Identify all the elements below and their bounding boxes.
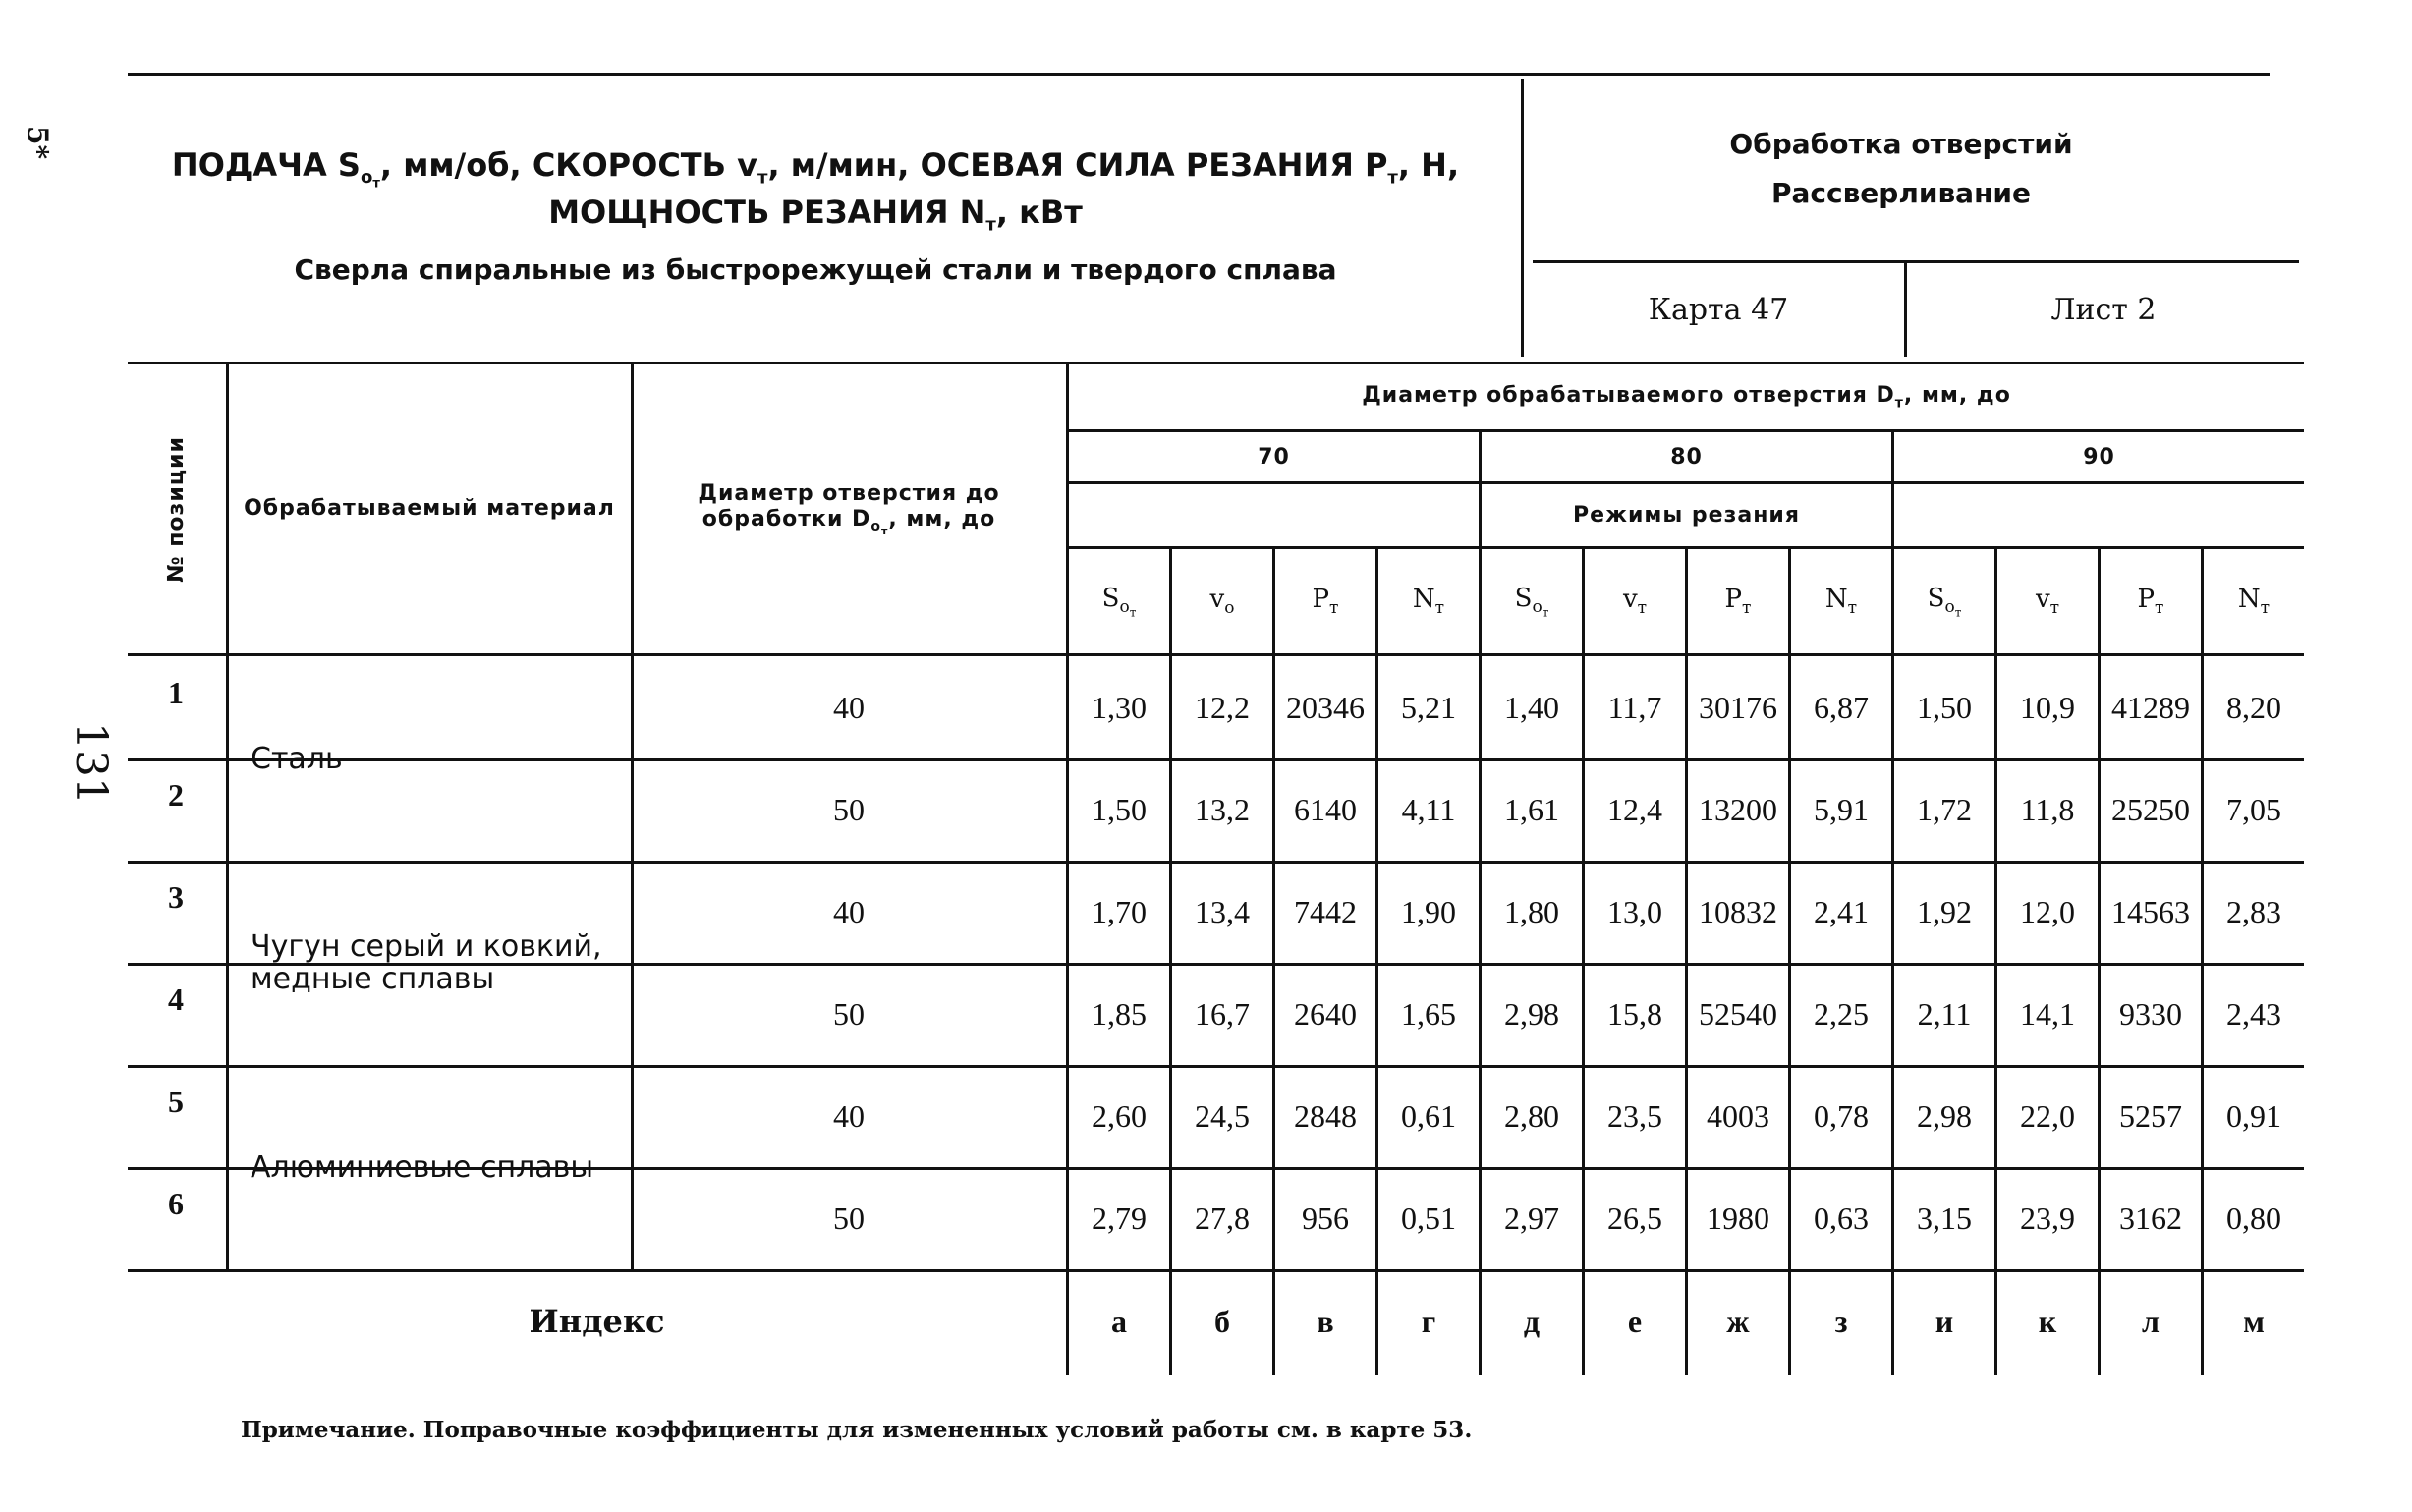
value-cell: 4003 bbox=[1707, 1097, 1769, 1134]
index-letter: б bbox=[1214, 1303, 1230, 1339]
index-letter: м bbox=[2243, 1303, 2265, 1339]
value-cell: 52540 bbox=[1699, 995, 1777, 1032]
footnote: Примечание. Поправочные коэффициенты для измененных условий работы см. в карте 53. bbox=[241, 1417, 1473, 1443]
value-cell: 1,50 bbox=[1092, 791, 1147, 827]
value-cell: 2,43 bbox=[2226, 995, 2281, 1032]
param-header: $v_т$ bbox=[1622, 584, 1648, 619]
value-cell: 13,0 bbox=[1607, 893, 1662, 929]
value-cell: 1,90 bbox=[1401, 893, 1456, 929]
param-header: $v_о$ bbox=[1209, 584, 1235, 619]
value-cell: 4,11 bbox=[1401, 791, 1456, 827]
param-header: $N_т$ bbox=[2237, 584, 2271, 619]
sheet-number: Лист 2 bbox=[2050, 292, 2157, 327]
position-cell: 3 bbox=[168, 878, 184, 915]
span-header: Диаметр обрабатываемого отверстия $D_т$, мм, до bbox=[1362, 382, 2011, 412]
param-header: $S_{о_т}$ bbox=[1101, 583, 1137, 620]
value-cell: 1980 bbox=[1707, 1200, 1769, 1236]
index-letter: л bbox=[2142, 1303, 2160, 1339]
initial-diameter-cell: 50 bbox=[833, 995, 865, 1032]
value-cell: 41289 bbox=[2111, 689, 2190, 725]
value-cell: 9330 bbox=[2119, 995, 2182, 1032]
value-cell: 0,51 bbox=[1401, 1200, 1456, 1236]
value-cell: 20346 bbox=[1286, 689, 1365, 725]
value-cell: 2,41 bbox=[1814, 893, 1869, 929]
value-cell: 13,2 bbox=[1195, 791, 1250, 827]
position-cell: 6 bbox=[168, 1185, 184, 1221]
value-cell: 25250 bbox=[2111, 791, 2190, 827]
value-cell: 22,0 bbox=[2020, 1097, 2075, 1134]
param-header: $v_т$ bbox=[2035, 584, 2060, 619]
value-cell: 11,8 bbox=[2020, 791, 2075, 827]
value-cell: 2,80 bbox=[1504, 1097, 1559, 1134]
position-cell: 5 bbox=[168, 1083, 184, 1119]
material-cell: Алюминиевые сплавы bbox=[251, 1149, 594, 1185]
initial-diameter-cell: 40 bbox=[833, 893, 865, 929]
index-letter: а bbox=[1111, 1303, 1127, 1339]
initial-diameter-cell: 50 bbox=[833, 791, 865, 827]
value-cell: 7442 bbox=[1294, 893, 1357, 929]
value-cell: 1,85 bbox=[1092, 995, 1147, 1032]
value-cell: 14563 bbox=[2111, 893, 2190, 929]
value-cell: 0,63 bbox=[1814, 1200, 1869, 1236]
value-cell: 2,79 bbox=[1092, 1200, 1147, 1236]
param-header: $P_т$ bbox=[1312, 584, 1339, 619]
card-number: Карта 47 bbox=[1648, 292, 1789, 327]
index-letter: к bbox=[2038, 1303, 2057, 1339]
position-cell: 1 bbox=[168, 674, 184, 710]
value-cell: 6140 bbox=[1294, 791, 1357, 827]
value-cell: 2,25 bbox=[1814, 995, 1869, 1032]
value-cell: 0,61 bbox=[1401, 1097, 1456, 1134]
value-cell: 7,05 bbox=[2226, 791, 2281, 827]
value-cell: 956 bbox=[1302, 1200, 1349, 1236]
index-letter: е bbox=[1627, 1303, 1643, 1339]
param-header: $P_т$ bbox=[2137, 584, 2164, 619]
position-cell: 2 bbox=[168, 776, 184, 812]
value-cell: 2,98 bbox=[1504, 995, 1559, 1032]
value-cell: 14,1 bbox=[2020, 995, 2075, 1032]
value-cell: 3162 bbox=[2119, 1200, 2182, 1236]
page-number: 131 bbox=[66, 722, 116, 805]
table-top-rule bbox=[128, 362, 2304, 364]
value-cell: 10832 bbox=[1699, 893, 1777, 929]
value-cell: 6,87 bbox=[1814, 689, 1869, 725]
index-letter: и bbox=[1935, 1303, 1954, 1339]
col-header-diameter: Диаметр отверстия до обработки $D_{о_т}$, мм, до bbox=[698, 480, 1000, 538]
card-rule bbox=[1533, 260, 2299, 263]
param-header: $S_{о_т}$ bbox=[1514, 583, 1549, 620]
initial-diameter-cell: 50 bbox=[833, 1200, 865, 1236]
index-letter: в bbox=[1317, 1303, 1334, 1339]
value-cell: 23,5 bbox=[1607, 1097, 1662, 1134]
index-label: Индекс bbox=[529, 1303, 665, 1340]
value-cell: 0,80 bbox=[2226, 1200, 2281, 1236]
modes-label: Режимы резания bbox=[1573, 502, 1800, 528]
value-cell: 12,0 bbox=[2020, 893, 2075, 929]
value-cell: 2,98 bbox=[1917, 1097, 1972, 1134]
index-letter: д bbox=[1523, 1303, 1541, 1339]
value-cell: 13200 bbox=[1699, 791, 1777, 827]
value-cell: 1,72 bbox=[1917, 791, 1972, 827]
page-title: ПОДАЧА $S_{о_т}$, мм/об, СКОРОСТЬ $v_т$, м/мин, ОСЕВАЯ СИЛА РЕЗАНИЯ $P_т$, Н, МОЩНОСТЬ РЕЗАНИЯ $N_т$, кВт bbox=[171, 146, 1460, 236]
value-cell: 2,97 bbox=[1504, 1200, 1559, 1236]
col-header-position: № позиции bbox=[163, 436, 189, 583]
header-divider bbox=[1521, 79, 1524, 357]
value-cell: 0,91 bbox=[2226, 1097, 2281, 1134]
value-cell: 1,61 bbox=[1504, 791, 1559, 827]
value-cell: 1,92 bbox=[1917, 893, 1972, 929]
initial-diameter-cell: 40 bbox=[833, 1097, 865, 1134]
index-letter: г bbox=[1421, 1303, 1436, 1339]
value-cell: 26,5 bbox=[1607, 1200, 1662, 1236]
position-cell: 4 bbox=[168, 980, 184, 1017]
value-cell: 11,7 bbox=[1607, 689, 1662, 725]
value-cell: 0,78 bbox=[1814, 1097, 1869, 1134]
value-cell: 27,8 bbox=[1195, 1200, 1250, 1236]
value-cell: 2,11 bbox=[1917, 995, 1972, 1032]
value-cell: 15,8 bbox=[1607, 995, 1662, 1032]
value-cell: 8,20 bbox=[2226, 689, 2281, 725]
param-header: $N_т$ bbox=[1412, 584, 1445, 619]
value-cell: 1,40 bbox=[1504, 689, 1559, 725]
material-cell: Сталь bbox=[251, 741, 343, 776]
value-cell: 2,83 bbox=[2226, 893, 2281, 929]
value-cell: 23,9 bbox=[2020, 1200, 2075, 1236]
value-cell: 2848 bbox=[1294, 1097, 1357, 1134]
index-letter: з bbox=[1834, 1303, 1848, 1339]
diameter-group-label: 80 bbox=[1670, 444, 1703, 470]
header-top-rule bbox=[128, 73, 2270, 76]
diameter-group-label: 70 bbox=[1258, 444, 1290, 470]
col-header-material: Обрабатываемый материал bbox=[244, 496, 615, 522]
value-cell: 5,21 bbox=[1401, 689, 1456, 725]
value-cell: 2,60 bbox=[1092, 1097, 1147, 1134]
value-cell: 5,91 bbox=[1814, 791, 1869, 827]
initial-diameter-cell: 40 bbox=[833, 689, 865, 725]
top-mark: 5* bbox=[22, 126, 54, 160]
value-cell: 1,50 bbox=[1917, 689, 1972, 725]
section-title: Обработка отверстий bbox=[1729, 128, 2073, 160]
col-rule-material bbox=[226, 364, 229, 1269]
value-cell: 12,4 bbox=[1607, 791, 1662, 827]
value-cell: 12,2 bbox=[1195, 689, 1250, 725]
param-header: $S_{о_т}$ bbox=[1927, 583, 1962, 620]
value-cell: 1,30 bbox=[1092, 689, 1147, 725]
operation-title: Рассверливание bbox=[1770, 177, 2032, 209]
index-letter: ж bbox=[1726, 1303, 1750, 1339]
value-cell: 24,5 bbox=[1195, 1097, 1250, 1134]
value-cell: 1,65 bbox=[1401, 995, 1456, 1032]
value-cell: 10,9 bbox=[2020, 689, 2075, 725]
value-cell: 16,7 bbox=[1195, 995, 1250, 1032]
param-header: $P_т$ bbox=[1724, 584, 1752, 619]
param-header: $N_т$ bbox=[1824, 584, 1858, 619]
material-cell: Чугун серый и ковкий, медные сплавы bbox=[251, 929, 602, 996]
value-cell: 13,4 bbox=[1195, 893, 1250, 929]
value-cell: 1,80 bbox=[1504, 893, 1559, 929]
diameter-group-label: 90 bbox=[2083, 444, 2115, 470]
value-cell: 5257 bbox=[2119, 1097, 2182, 1134]
value-cell: 2640 bbox=[1294, 995, 1357, 1032]
value-cell: 30176 bbox=[1699, 689, 1777, 725]
value-cell: 1,70 bbox=[1092, 893, 1147, 929]
page-subtitle: Сверла спиральные из быстрорежущей стали и твердого сплава bbox=[294, 253, 1337, 286]
value-cell: 3,15 bbox=[1917, 1200, 1972, 1236]
